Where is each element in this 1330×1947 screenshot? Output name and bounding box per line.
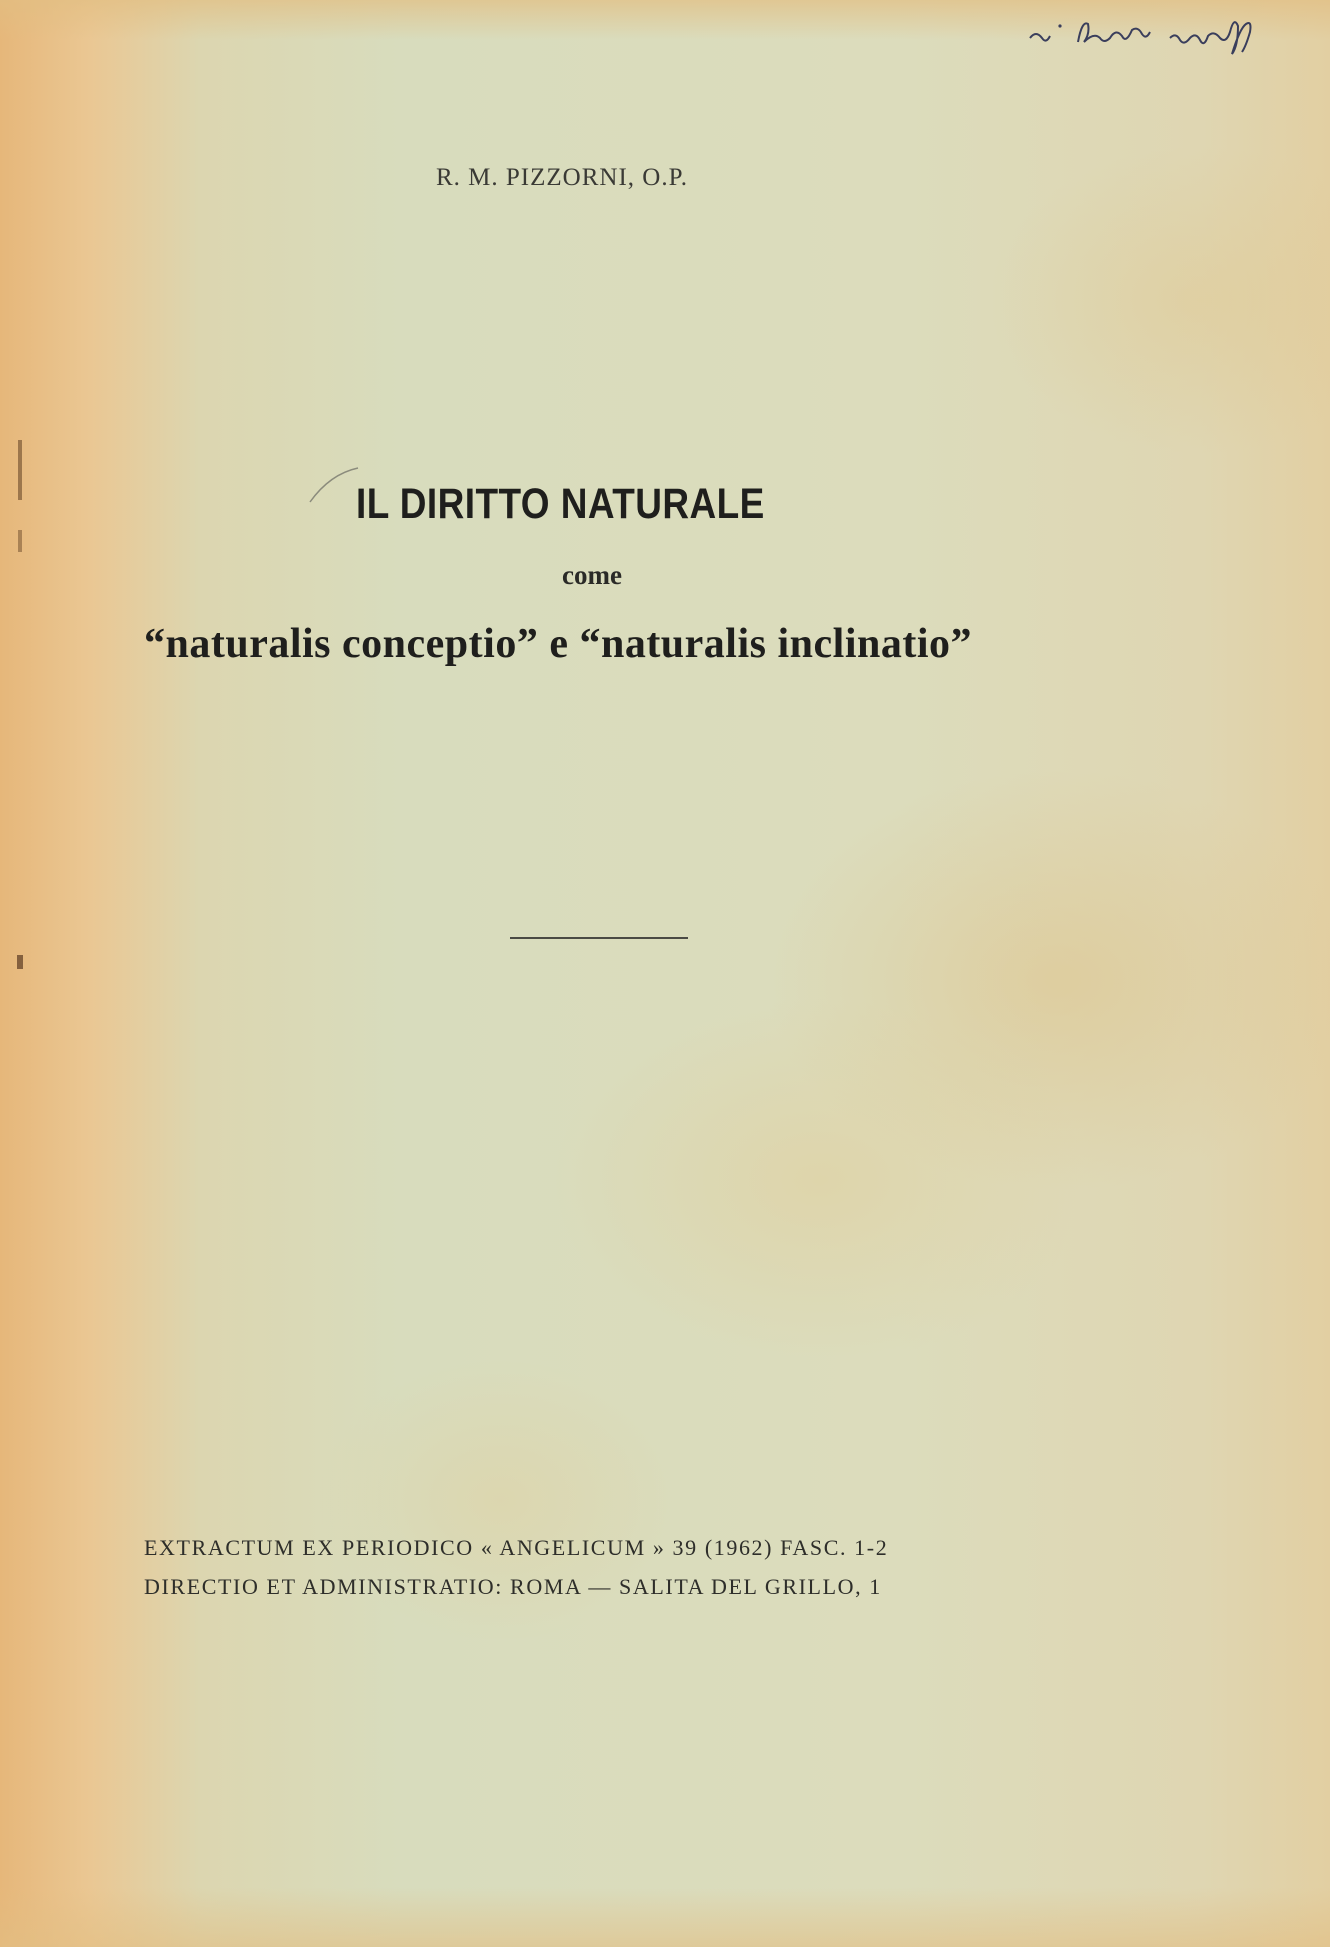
imprint-line-1: EXTRACTUM EX PERIODICO « ANGELICUM » 39 (1962) FASC. 1-2 bbox=[144, 1535, 889, 1560]
paper-edge-bottom bbox=[0, 1887, 1330, 1947]
title-connector: come bbox=[562, 560, 622, 590]
document-title: IL DIRITTO NATURALE bbox=[356, 480, 765, 528]
document-subtitle: “naturalis conceptio” e “naturalis inclinatio” bbox=[144, 621, 973, 667]
binding-marks bbox=[0, 0, 40, 1947]
handwritten-signature bbox=[1020, 8, 1320, 68]
imprint-line-2: DIRECTIO ET ADMINISTRATIO: ROMA — SALITA DEL GRILLO, 1 bbox=[144, 1574, 882, 1599]
pencil-mark bbox=[300, 464, 360, 514]
author-name: R. M. PIZZORNI, O.P. bbox=[436, 164, 688, 191]
divider-rule bbox=[510, 937, 688, 939]
